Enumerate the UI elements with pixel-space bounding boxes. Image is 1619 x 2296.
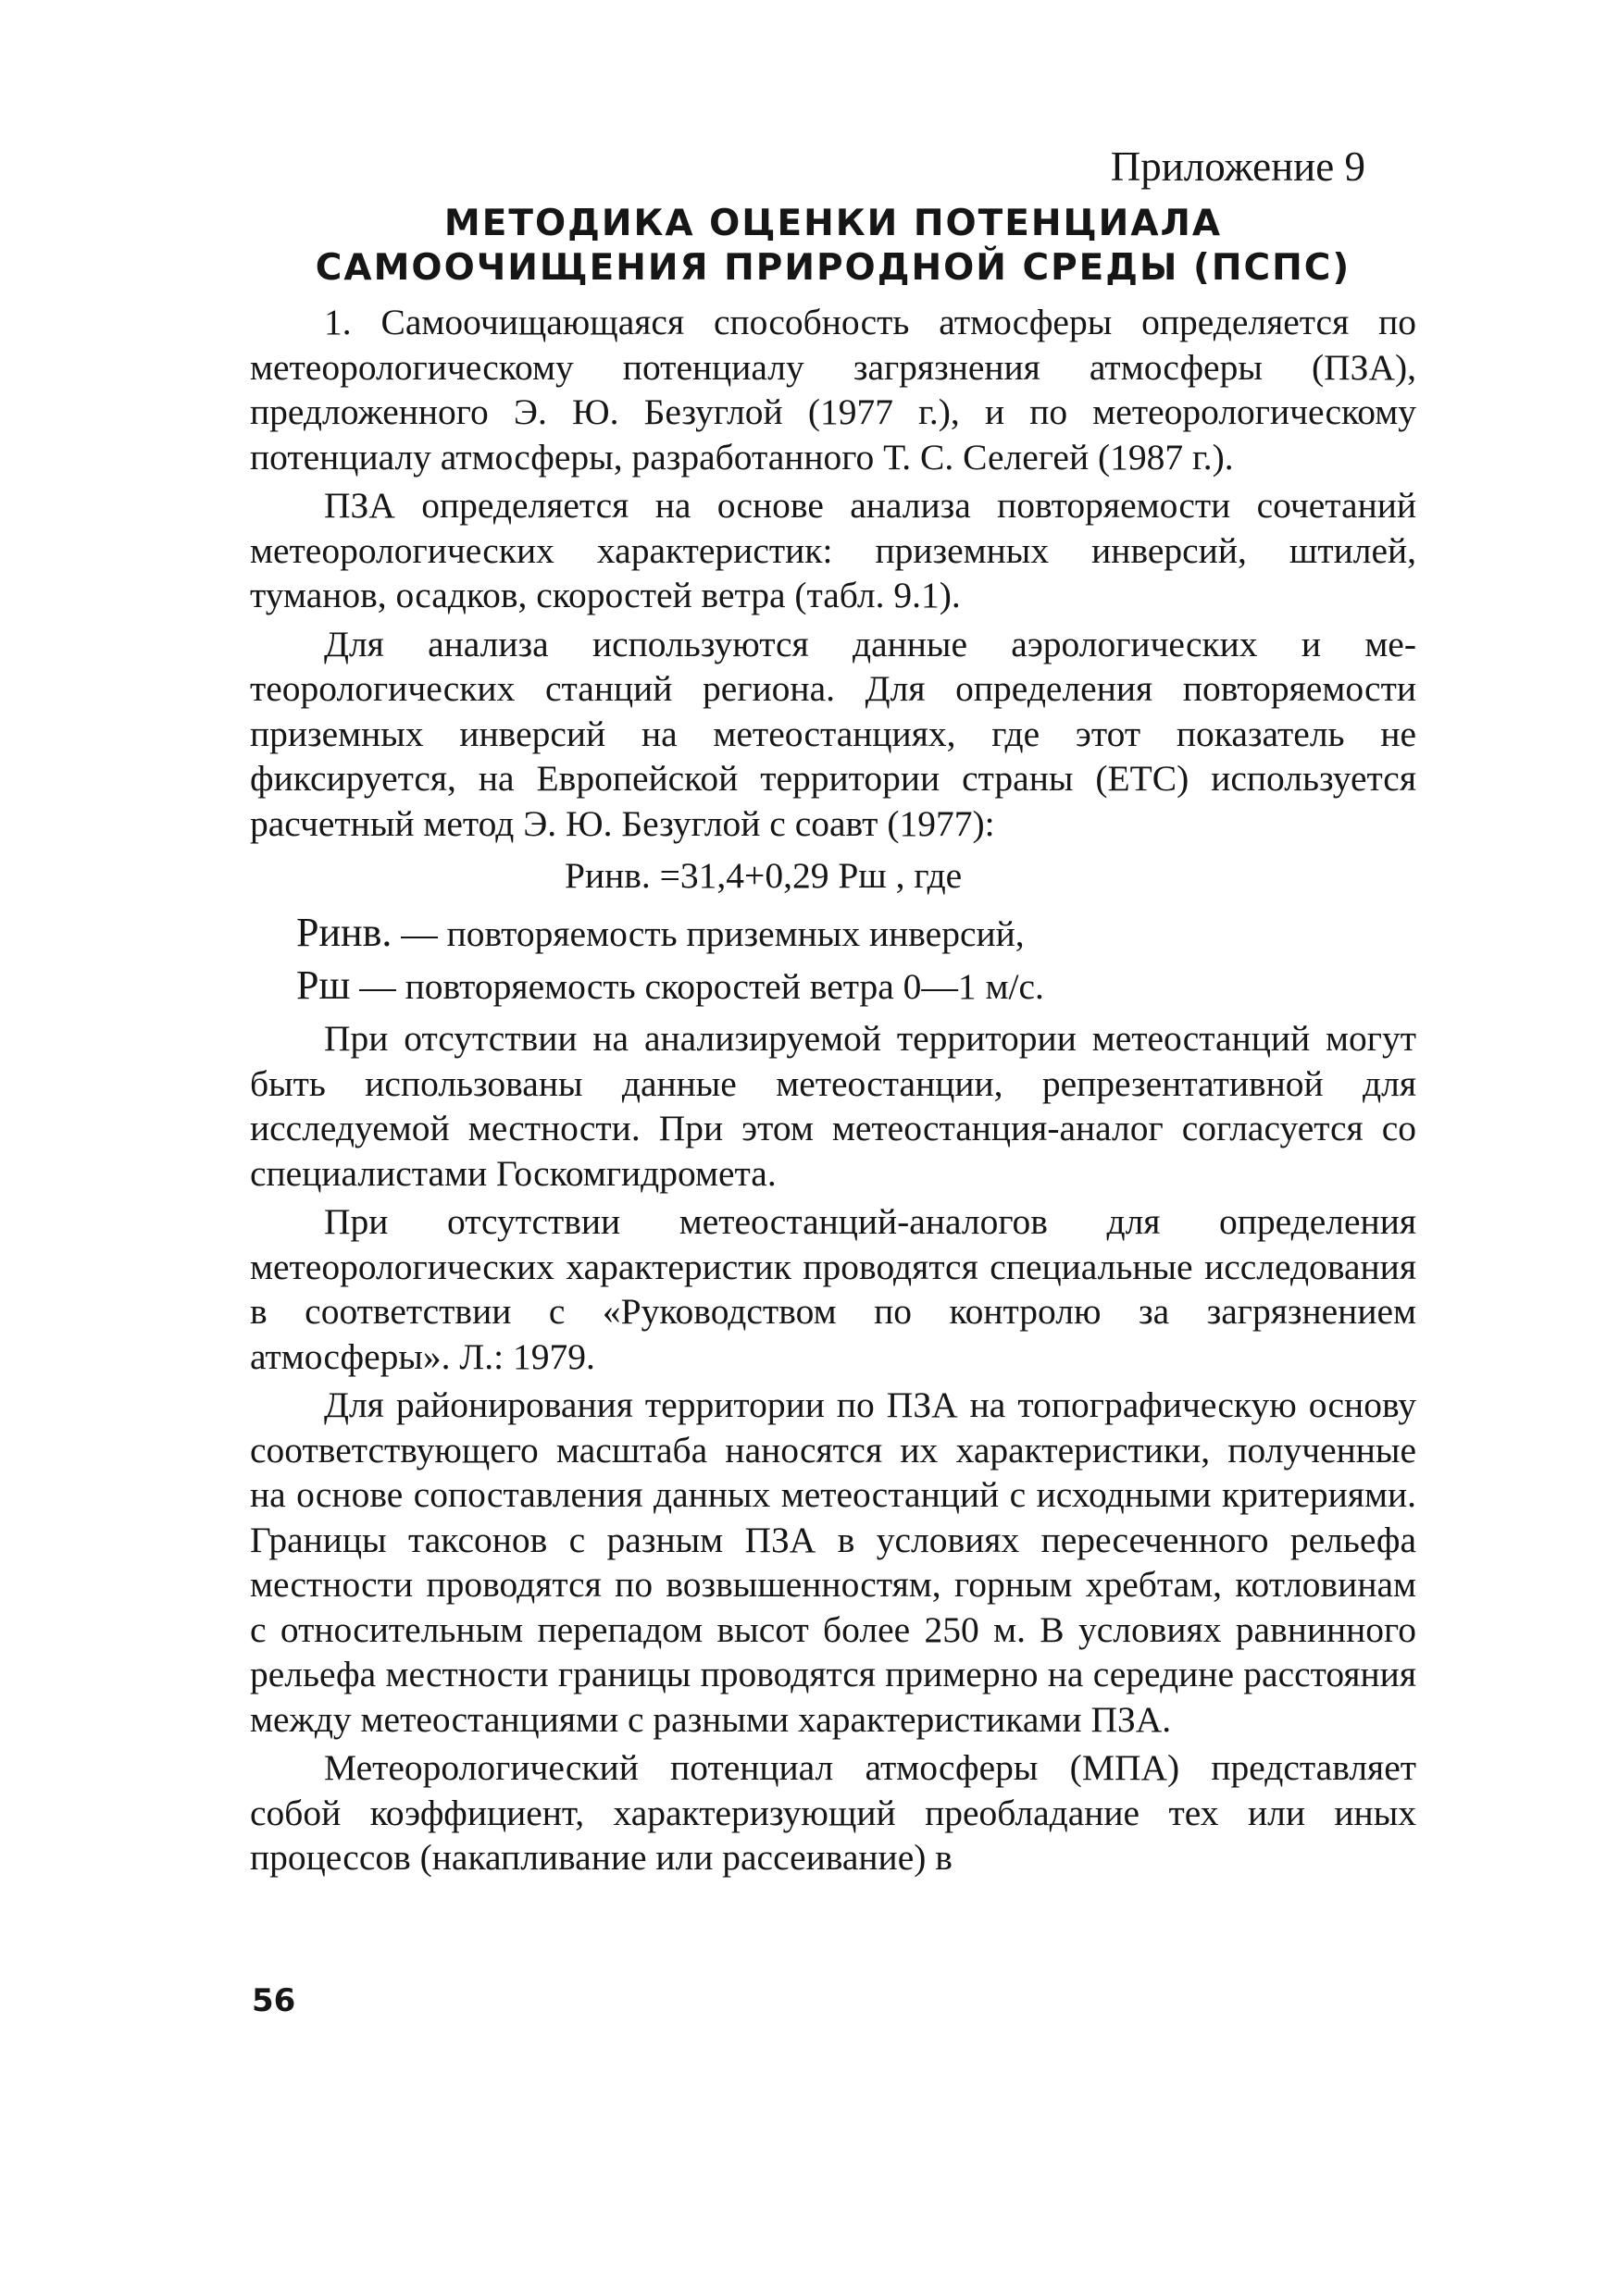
definition-wind [250, 960, 1416, 1012]
paragraph-3: Для анализа используются данные аэрологических и метеорологических станций региона. Для определения повторяемости приземных инверсий на метеостанциях, где этот показатель не фиксируется, на Европейской территории страны (ЕТС) используется расчетный метод Э. Ю. Безуглой с соавт (1977): [250, 623, 1416, 844]
document-page [250, 139, 1416, 1880]
definition-inversion-symbol: Pинв. [296, 910, 392, 955]
definition-wind-symbol: Pш [296, 962, 351, 1008]
definition-wind-text: — повторяемость скоростей ветра 0—1 м/с. [350, 966, 1044, 1007]
definition-inversion-text: — повторяемость приземных инверсий, [392, 913, 1025, 954]
title-line-2: САМООЧИЩЕНИЯ ПРИРОДНОЙ СРЕДЫ (ПСПС) [315, 247, 1351, 289]
paragraph-2: ПЗА определяется на основе анализа повторяемости сочетаний метеорологических характеристик: приземных инверсий, штилей, туманов, осадков, скоростей ветра (табл. 9.1). [250, 485, 1416, 615]
document-title [250, 202, 1416, 291]
formula-definitions [250, 907, 1416, 1012]
paragraph-7: Метеорологический потенциал атмосферы (МПА) представляет собой коэффициент, характеризующий преобладание тех или иных процессов (накапливание или рассеивание) в [250, 1747, 1416, 1878]
title-line-1: МЕТОДИКА ОЦЕНКИ ПОТЕНЦИАЛА [443, 203, 1223, 244]
paragraph-1: 1. Самоочищающаяся способность атмосферы определяется по метеорологическому потенциалу загрязнения атмосферы (ПЗА), предложенного Э. Ю. Безуглой (1977 г.), и по метеорологическому потенциалу атмосферы, разработанного Т. С. Селегей (1987 г.). [250, 302, 1416, 478]
paragraph-4: При отсутствии на анализируемой территории метеостанций могут быть использованы данные метеостанции, репрезентативной для исследуемой местности. При этом метеостанция-аналог согласуется со специалистами Госкомгидромета. [250, 1018, 1416, 1194]
appendix-label: Приложение 9 [1110, 143, 1365, 190]
paragraph-5: При отсутствии метеостанций-аналогов для определения метеорологических характеристик проводятся специальные исследования в соответствии с «Руководством по контролю за загрязнением атмосферы». Л.: 1979. [250, 1201, 1416, 1377]
page-number: 56 [252, 1982, 296, 2019]
definition-inversion [250, 907, 1416, 960]
inversion-formula: Pинв. =31,4+0,29 Pш , где [565, 855, 963, 896]
paragraph-6: Для районирования территории по ПЗА на топографическую основу соответствующего масштаба наносятся их характеристики, полученные на основе сопоставления данных метеостанций с исходными критериями. Границы таксонов с разным ПЗА в условиях пересеченного рельефа местности проводятся по возвышенностям, горным хребтам, котловинам с относительным перепадом высот более 250 м. В условиях равнинного рельефа местности границы проводятся примерно на середине расстояния между метеостанциями с разными характеристиками ПЗА. [250, 1384, 1416, 1740]
